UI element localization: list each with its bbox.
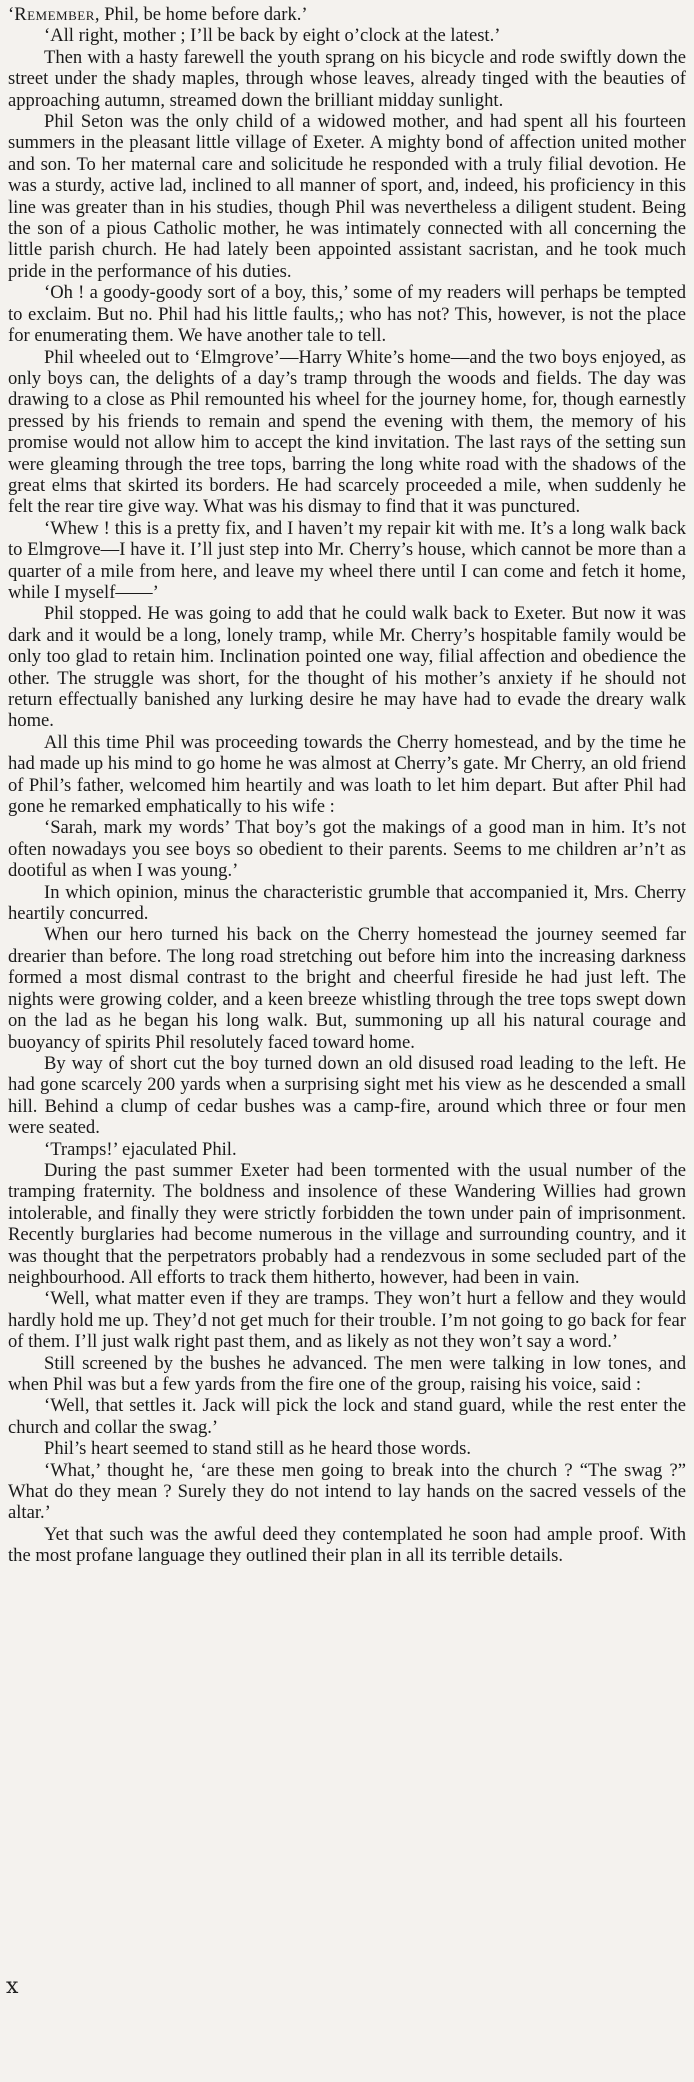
paragraph: Phil wheeled out to ‘Elmgrove’—Harry White’s home—and the two boys enjoyed, as only boys can, the delights of a day’s tramp through the woods and fields. The day was drawing to a close as Phil remounted his wheel for the journey home, for, though earnestly pressed by his friends to remain and spend the evening with them, the memory of his promise would not allow him to accept the kind invitation. The last rays of the setting sun were gleaming through the tree tops, barring the long white road with the shadows of the great elms that skirted its borders. He had scarcely proceeded a mile, when suddenly he felt the rear tire give way. What was his dismay to find that it was punctured.	[8, 346, 686, 518]
paragraph: Phil Seton was the only child of a widowed mother, and had spent all his fourteen summers in the pleasant little village of Exeter. A mighty bond of affection united mother and son. To her maternal care and solicitude he responded with a truly filial devotion. He was a sturdy, active lad, inclined to all manner of sport, and, indeed, his proficiency in this line was greater than in his studies, though Phil was nevertheless a diligent student. Being the son of a pious Catholic mother, he was intimately connected with all concerning the little parish church. He had lately been appointed assistant sacristan, and he took much pride in the performance of his duties.	[8, 111, 686, 282]
paragraph: When our hero turned his back on the Cherry homestead the journey seemed far drearier than before. The long road stretching out before him into the increasing darkness formed a most dismal contrast to the bright and cheerful fireside he had just left. The nights were growing colder, and a keen breeze whistling through the tree tops swept down on the lad as he began his long walk. But, summoning up all his natural courage and buoyancy of spirits Phil resolutely faced toward home.	[8, 924, 686, 1053]
opening-line: ‘Remember, Phil, be home before dark.’	[8, 4, 308, 25]
paragraph: Then with a hasty farewell the youth sprang on his bicycle and rode swiftly down the street under the shady maples, through whose leaves, already tinged with the beauties of approaching autumn, streamed down the brilliant midday sunlight.	[8, 46, 686, 111]
paragraph: Phil stopped. He was going to add that he could walk back to Exeter. But now it was dark and it would be a long, lonely tramp, while Mr. Cherry’s hospitable family would be only too glad to retain him. Inclination pointed one way, filial affection and obedience the other. The struggle was short, for the thought of his mother’s anxiety if he should not return effectually banished any lurking desire he may have had to evade the dreary walk home.	[8, 603, 686, 732]
article-body	[8, 25, 686, 1566]
opening-rest: , Phil, be home before dark.’	[94, 4, 308, 25]
paragraph: ‘What,’ thought he, ‘are these men going to break into the church ? “The swag ?” What do they mean ? Surely they do not intend to lay hands on the sacred vessels of the altar.’	[8, 1459, 686, 1524]
paragraph: ‘All right, mother ; I’ll be back by eight o’clock at the latest.’	[44, 25, 501, 47]
paragraph: ‘Sarah, mark my words’ That boy’s got the makings of a good man in him. It’s not often nowadays you see boys so obedient to their parents. Seems to me children ar’n’t as dootiful as when I was young.’	[8, 817, 686, 882]
paragraph: ‘Tramps!’ ejaculated Phil.	[44, 1138, 237, 1160]
paragraph: During the past summer Exeter had been tormented with the usual number of the tramping fraternity. The boldness and insolence of these Wandering Willies had grown intolerable, and finally they were strictly forbidden the town under pain of imprisonment. Recently burglaries had become numerous in the village and surrounding country, and it was thought that the perpetrators probably had a rendezvous in some secluded part of the neighbourhood. All efforts to track them hitherto, however, had been in vain.	[8, 1159, 686, 1288]
paragraph: Phil’s heart seemed to stand still as he heard those words.	[44, 1438, 472, 1460]
opening-word: Remember	[14, 4, 95, 25]
paragraph: In which opinion, minus the characteristic grumble that accompanied it, Mrs. Cherry heartily concurred.	[8, 881, 686, 925]
paragraph: Still screened by the bushes he advanced. The men were talking in low tones, and when Phil was but a few yards from the fire one of the group, raising his voice, said :	[8, 1352, 686, 1395]
stray-mark: ⅹ	[6, 1973, 19, 1998]
paragraph: ‘Oh ! a goody-goody sort of a boy, this,’ some of my readers will perhaps be tempted to exclaim. But no. Phil had his little faults,; who has not? This, however, is not the place for enumerating them. We have another tale to tell.	[8, 282, 686, 347]
paragraph: Yet that such was the awful deed they contemplated he soon had ample proof. With the most profane language they outlined their plan in all its terrible details.	[8, 1523, 686, 1567]
paragraph: ‘Well, that settles it. Jack will pick the lock and stand guard, while the rest enter the church and collar the swag.’	[8, 1395, 686, 1438]
paragraph: By way of short cut the boy turned down an old disused road leading to the left. He had gone scarcely 200 yards when a surprising sight met his view as he descended a small hill. Behind a clump of cedar bushes was a camp-fire, around which three or four men were seated.	[8, 1052, 686, 1139]
paragraph: All this time Phil was proceeding towards the Cherry homestead, and by the time he had made up his mind to go home he was almost at Cherry’s gate. Mr Cherry, an old friend of Phil’s father, welcomed him heartily and was loath to let him depart. But after Phil had gone he remarked emphatically to his wife :	[8, 731, 686, 818]
paragraph: ‘Whew ! this is a pretty fix, and I haven’t my repair kit with me. It’s a long walk back to Elmgrove—I have it. I’ll just step into Mr. Cherry’s house, which cannot be more than a quarter of a mile from here, and leave my wheel there until I can come and fetch it home, while I myself——’	[8, 517, 686, 603]
paragraph: ‘Well, what matter even if they are tramps. They won’t hurt a fellow and they would hardly hold me up. They’d not get much for their trouble. I’m not going to go back for fear of them. I’ll just walk right past them, and as likely as not they won’t say a word.’	[8, 1288, 686, 1353]
